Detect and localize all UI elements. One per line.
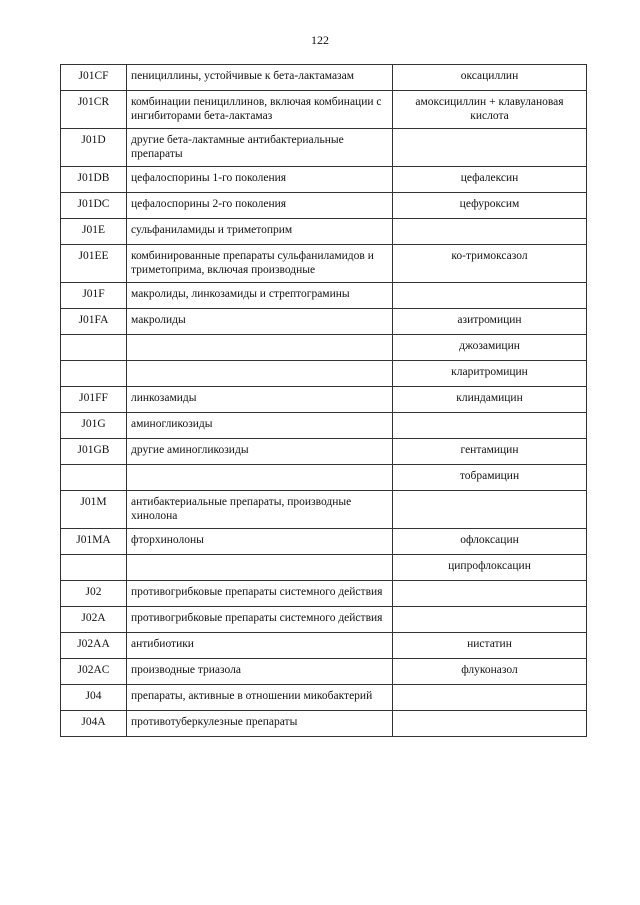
atc-code-cell: J02AA <box>61 633 127 659</box>
description-cell: цефалоспорины 2-го поколения <box>127 193 393 219</box>
drug-name-cell: тобрамицин <box>393 465 587 491</box>
atc-code-cell <box>61 465 127 491</box>
atc-code-cell: J01GB <box>61 439 127 465</box>
drug-table <box>60 64 587 737</box>
drug-name-cell <box>393 283 587 309</box>
atc-code-cell <box>61 361 127 387</box>
atc-code-cell: J01CR <box>61 91 127 129</box>
description-cell: сульфаниламиды и триметоприм <box>127 219 393 245</box>
description-cell: макролиды, линкозамиды и стрептограмины <box>127 283 393 309</box>
atc-code-cell: J01E <box>61 219 127 245</box>
description-cell: фторхинолоны <box>127 529 393 555</box>
atc-code-cell: J01MA <box>61 529 127 555</box>
description-cell: аминогликозиды <box>127 413 393 439</box>
table-row <box>61 245 587 283</box>
atc-code-cell: J04 <box>61 685 127 711</box>
atc-code-cell <box>61 335 127 361</box>
table-row <box>61 387 587 413</box>
description-cell: макролиды <box>127 309 393 335</box>
table-row <box>61 219 587 245</box>
atc-code-cell: J01M <box>61 491 127 529</box>
description-cell: цефалоспорины 1-го поколения <box>127 167 393 193</box>
atc-code-cell: J01CF <box>61 65 127 91</box>
drug-name-cell <box>393 711 587 737</box>
description-cell: препараты, активные в отношении микобактерий <box>127 685 393 711</box>
drug-name-cell: клиндамицин <box>393 387 587 413</box>
drug-name-cell <box>393 685 587 711</box>
atc-code-cell: J01EE <box>61 245 127 283</box>
description-cell: линкозамиды <box>127 387 393 413</box>
description-cell: производные триазола <box>127 659 393 685</box>
atc-code-cell: J01DB <box>61 167 127 193</box>
description-cell: пенициллины, устойчивые к бета-лактамазам <box>127 65 393 91</box>
table-row <box>61 335 587 361</box>
table-row <box>61 439 587 465</box>
atc-code-cell: J01D <box>61 129 127 167</box>
drug-name-cell: оксациллин <box>393 65 587 91</box>
table-row <box>61 581 587 607</box>
drug-name-cell <box>393 219 587 245</box>
description-cell: комбинированные препараты сульфаниламидов и триметоприма, включая производные <box>127 245 393 283</box>
drug-name-cell: цефалексин <box>393 167 587 193</box>
drug-name-cell: флуконазол <box>393 659 587 685</box>
drug-name-cell: ко-тримоксазол <box>393 245 587 283</box>
drug-name-cell: ципрофлоксацин <box>393 555 587 581</box>
description-cell: комбинации пенициллинов, включая комбинации с ингибиторами бета-лактамаз <box>127 91 393 129</box>
drug-name-cell: цефуроксим <box>393 193 587 219</box>
drug-name-cell: азитромицин <box>393 309 587 335</box>
table-row <box>61 685 587 711</box>
atc-code-cell: J02A <box>61 607 127 633</box>
table-row <box>61 659 587 685</box>
drug-name-cell: кларитромицин <box>393 361 587 387</box>
atc-code-cell <box>61 555 127 581</box>
description-cell <box>127 465 393 491</box>
table-row <box>61 529 587 555</box>
atc-code-cell: J02AC <box>61 659 127 685</box>
atc-code-cell: J01F <box>61 283 127 309</box>
drug-name-cell <box>393 413 587 439</box>
table-row <box>61 555 587 581</box>
table-row <box>61 633 587 659</box>
drug-name-cell: гентамицин <box>393 439 587 465</box>
description-cell: антибактериальные препараты, производные хинолона <box>127 491 393 529</box>
table-row <box>61 465 587 491</box>
table-row <box>61 361 587 387</box>
table-row <box>61 309 587 335</box>
table-row <box>61 167 587 193</box>
drug-name-cell: джозамицин <box>393 335 587 361</box>
description-cell: противогрибковые препараты системного действия <box>127 607 393 633</box>
description-cell <box>127 555 393 581</box>
table-row <box>61 607 587 633</box>
atc-code-cell: J01G <box>61 413 127 439</box>
atc-code-cell: J04A <box>61 711 127 737</box>
table-row <box>61 65 587 91</box>
drug-name-cell <box>393 491 587 529</box>
description-cell <box>127 361 393 387</box>
drug-name-cell <box>393 581 587 607</box>
atc-code-cell: J02 <box>61 581 127 607</box>
page-number: 122 <box>311 33 329 47</box>
atc-code-cell: J01FF <box>61 387 127 413</box>
table-row <box>61 129 587 167</box>
table-row <box>61 193 587 219</box>
drug-name-cell: амоксициллин + клавулановая кислота <box>393 91 587 129</box>
drug-name-cell <box>393 607 587 633</box>
description-cell: противогрибковые препараты системного действия <box>127 581 393 607</box>
atc-code-cell: J01FA <box>61 309 127 335</box>
drug-name-cell: офлоксацин <box>393 529 587 555</box>
description-cell: противотуберкулезные препараты <box>127 711 393 737</box>
table-row <box>61 413 587 439</box>
description-cell: другие бета-лактамные антибактериальные препараты <box>127 129 393 167</box>
table-row <box>61 91 587 129</box>
atc-code-cell: J01DC <box>61 193 127 219</box>
table-row <box>61 711 587 737</box>
table-row <box>61 491 587 529</box>
description-cell <box>127 335 393 361</box>
table-row <box>61 283 587 309</box>
drug-name-cell <box>393 129 587 167</box>
description-cell: антибиотики <box>127 633 393 659</box>
drug-name-cell: нистатин <box>393 633 587 659</box>
description-cell: другие аминогликозиды <box>127 439 393 465</box>
